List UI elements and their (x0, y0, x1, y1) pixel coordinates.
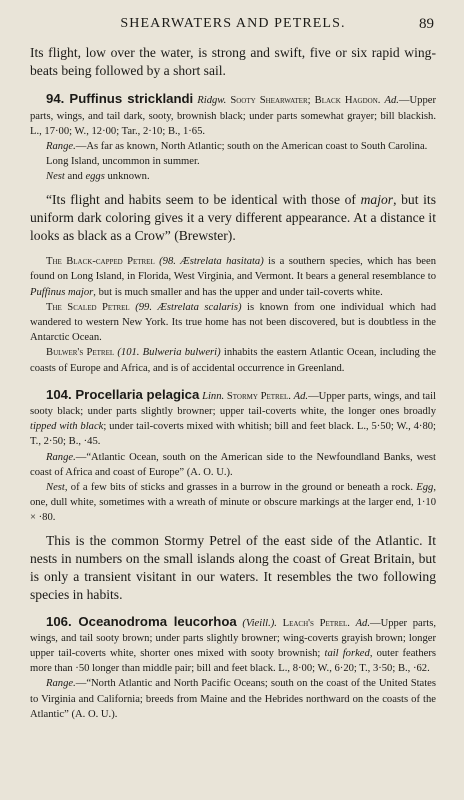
species-104-description: —Upper parts, wings, and tail sooty black; under parts slightly browner; upper tail-coverts white, the longer ones broadly (30, 390, 437, 418)
species-104-range (30, 450, 436, 480)
egg-text: , one, dull white, sometimes with a wreath of minute or obscure markings at the larger end, 1·10 × ·80. (30, 482, 436, 524)
species-94-authority: Ridgw. (197, 95, 227, 107)
species-106-range (30, 676, 436, 722)
species-104-commentary: This is the common Stormy Petrel of the east side of the Atlantic. It nests in numbers on the small islands along the coast of Great Britain, but is only a transient visitant in our waters. It resembles the two following species in habits. (30, 532, 436, 603)
adult-label: Ad. (384, 95, 399, 107)
egg-label: Egg (416, 482, 434, 494)
extra-101-scientific: (101. Bulweria bulweri) (114, 347, 221, 359)
species-106-description-end: , outer feathers more than ·50 longer than middle pair; bill and feet black. L., 8·00; W., 6·20; T., 3·50; B., ·62. (30, 647, 436, 675)
species-104-nest (30, 480, 436, 526)
species-94-local: Long Island, uncommon in summer. (46, 156, 200, 168)
species-94-entry (30, 91, 436, 139)
intro-paragraph: Its flight, low over the water, is strong and swift, five or six rapid wing-beats being followed by a short sail. (30, 45, 436, 79)
running-title: SHEARWATERS AND PETRELS. (120, 16, 346, 31)
species-94-heading: 94. Puffinus stricklandi (46, 91, 194, 107)
page-number: 89 (419, 16, 434, 32)
species-94-range (30, 139, 436, 154)
nest-text: unknown. (104, 171, 150, 183)
range-label: Range. (46, 678, 76, 690)
species-106-heading: 106. Oceanodroma leucorhoa (46, 613, 237, 629)
quote-text: “Its flight and habits seem to be identical with those of (46, 191, 361, 207)
species-94-quote (30, 191, 436, 246)
extra-98-text: is a southern species, which has been found on Long Island, in Florida, West Virginia, and Vermont. It bears a general resemblance to (30, 256, 437, 283)
species-94-nest (30, 169, 436, 184)
nest-label: Nest (46, 171, 65, 183)
species-94-description: —Upper parts, wings, and tail dark, sooty, brownish black; under parts somewhat grayer; bill blackish. L., 17·00; W., 12·00; Tar., 2·10; B., 1·65. (30, 95, 436, 137)
extra-101-name: Bulwer's Petrel (46, 347, 115, 359)
extra-98-paragraph (30, 254, 436, 300)
nest-text: , of a few bits of sticks and grasses in a burrow in the ground or beneath a rock. (64, 482, 417, 494)
extra-99-paragraph (30, 300, 436, 346)
extra-98-name: The Black-capped Petrel (46, 256, 155, 268)
range-text: —“Atlantic Ocean, south on the American side to the Newfoundland Banks, west coast of Africa and coast of Europe” (A. O. U.). (30, 451, 436, 478)
species-104-description-end: ; under tail-coverts mixed with whitish; bill and feet black. L., 5·50; W., 4·80; T., 2·50; B., ·45. (30, 421, 436, 448)
species-106-authority: (Vieill.). (242, 617, 277, 629)
nest-label: Nest (46, 482, 65, 494)
adult-label: Ad. (293, 390, 309, 402)
page-header (30, 16, 436, 38)
species-106-description: —Upper parts, wings, and tail sooty brown; under parts slightly browner; wing-coverts grayish brown; longer upper tail-coverts white, shorter ones mixed with sooty brownish; (30, 617, 436, 659)
range-label: Range. (46, 141, 76, 153)
range-text: —“North Atlantic and North Pacific Oceans; south on the coast of the United States to Virginia and California; breeds from Maine and the Hebrides northward on the coasts of the Atlantic” (A. O. U.). (30, 678, 436, 720)
extra-98-reference: Puffinus major (30, 286, 94, 298)
species-104-common-name: Stormy Petrel. (226, 390, 291, 402)
species-104-authority: Linn. (202, 390, 225, 402)
range-label: Range. (46, 451, 76, 463)
extra-99-scientific: (99. Æstrelata scalaris) (129, 301, 242, 313)
species-106-common-name: Leach's Petrel. (282, 617, 350, 629)
species-106-entry (30, 614, 436, 677)
extra-98-text-end: , but is much smaller and has the upper and under tail-coverts white. (93, 286, 383, 298)
eggs-label: eggs (85, 171, 105, 183)
extra-99-name: The Scaled Petrel (46, 301, 130, 313)
species-94-common-name: Sooty Shearwater; Black Hagdon. (230, 95, 381, 107)
adult-label: Ad. (355, 617, 370, 629)
species-104-entry (30, 387, 436, 450)
extra-99-text: is known from one individual which had wandered to western New York. Its true home has not been discovered, but is doubtless in the Antarctic Ocean. (30, 301, 436, 344)
species-104-italic: tipped with black (30, 421, 104, 433)
extra-98-scientific: (98. Æstrelata hasitata) (154, 256, 264, 268)
species-104-heading: 104. Procellaria pelagica (46, 386, 200, 402)
extra-101-paragraph (30, 345, 436, 375)
quote-text-end: , but its uniform dark coloring gives it a very different appearance. At a distance it looks as black as a Crow” (Brewster). (30, 191, 436, 244)
species-106-italic: tail forked (324, 647, 370, 659)
range-text: —As far as known, North Atlantic; south on the American coast to South Carolina. (75, 141, 428, 153)
nest-and: and (64, 171, 86, 183)
extra-101-text: inhabits the eastern Atlantic Ocean, including the coasts of Europe and Africa, and is of accidental occurrence in Greenland. (30, 347, 436, 374)
quote-italic: major (360, 191, 394, 207)
